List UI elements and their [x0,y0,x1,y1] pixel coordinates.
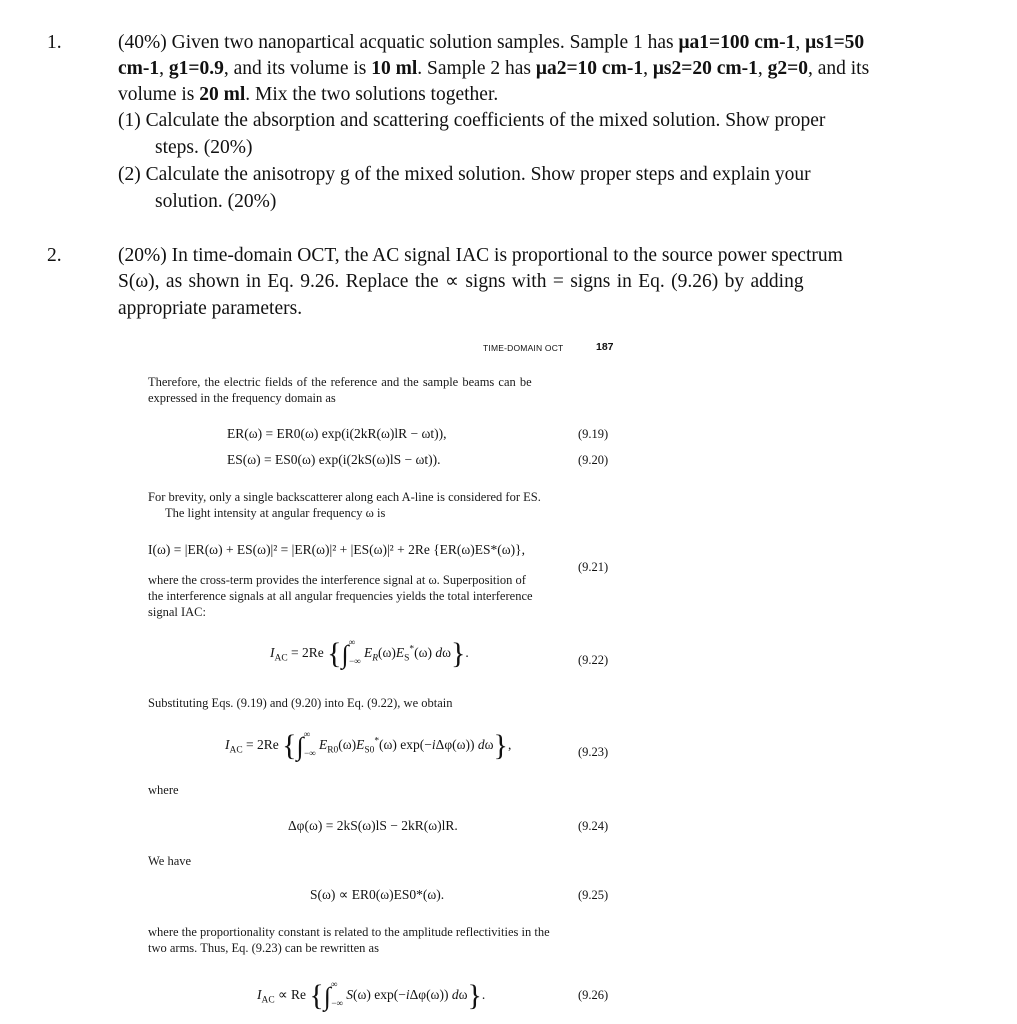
book-paragraph-4: Substituting Eqs. (9.19) and (9.20) into Eq. (9.22), we obtain [148,696,453,710]
equation-9-23-number: (9.23) [578,745,609,759]
book-paragraph-3-line-2: the interference signals at all angular frequencies yields the total interference [148,589,533,603]
equation-9-21: I(ω) = |ER(ω) + ES(ω)|² = |ER(ω)|² + |ES(ω)|² + 2Re {ER(ω)ES*(ω)}, [148,542,526,557]
equation-9-21-number: (9.21) [578,560,609,574]
book-paragraph-5-line-1: where the proportionality constant is related to the amplitude reflectivities in the [148,925,550,939]
problem-1-line-1: (40%) Given two nanopartical acquatic solution samples. Sample 1 has μa1=100 cm-1, μs1=50 [118,32,865,53]
equation-9-26-number: (9.26) [578,988,609,1002]
volume-1: 10 ml [371,58,418,79]
problem-2-number: 2. [47,245,62,266]
problem-1-intro: (40%) Given two nanopartical acquatic solution samples. Sample 1 has [118,32,679,53]
equation-9-20: ES(ω) = ES0(ω) exp(i(2kS(ω)lS − ωt)). [227,452,441,467]
mu-s1-unit: cm-1 [118,58,160,79]
equation-9-24: Δφ(ω) = 2kS(ω)lS − 2kR(ω)lR. [288,818,458,833]
g2-value: g2=0 [767,58,808,79]
book-paragraph-3-line-3: signal IAC: [148,605,206,619]
problem-1-line-2: cm-1, g1=0.9, and its volume is 10 ml. Sample 2 has μa2=10 cm-1, μs2=20 cm-1, g2=0, and its [118,58,870,79]
book-paragraph-2-line-2: The light intensity at angular frequency ω is [165,506,386,520]
equation-9-19: ER(ω) = ER0(ω) exp(i(2kR(ω)lR − ωt)), [227,426,447,441]
volume-2: 20 ml [199,84,246,105]
problem-2-line-2: S(ω), as shown in Eq. 9.26. Replace the ∝ signs with = signs in Eq. (9.26) by adding [118,271,804,292]
problem-1-sub-2-line-1: (2) Calculate the anisotropy g of the mixed solution. Show proper steps and explain your [118,164,811,185]
equation-9-26: $I_{AC} \propto Re$ {$\int^\infty_{-\infty}$ S(ω) exp(−iΔφ(ω)) dω}. [257,979,486,1012]
problem-1-line-3 [118,82,498,109]
equation-9-23: $I_{AC} = 2Re$ {$\int^\infty_{-\infty}$ $E_{R0}(\omega)E_{S0}^*(\omega)$ exp(−iΔφ(ω)) dω}, [225,729,512,762]
book-paragraph-2-line-1: For brevity, only a single backscatterer along each A-line is considered for ES. [148,490,541,504]
equation-9-20-number: (9.20) [578,453,609,467]
problem-1-number: 1. [47,32,62,53]
mu-a2-value: μa2=10 cm-1 [535,58,644,79]
book-we-have: We have [148,854,192,868]
volume-text-2: volume is [118,84,200,105]
equation-9-25-number: (9.25) [578,888,609,902]
book-paragraph-1-line-2: expressed in the frequency domain as [148,391,336,405]
book-where: where [148,783,179,797]
mix-text: . Mix the two solutions together. [245,84,499,105]
book-page-number: 187 [596,341,614,353]
book-paragraph-5-line-2: two arms. Thus, Eq. (9.23) can be rewritten as [148,941,379,955]
book-paragraph-3-line-1: where the cross-term provides the interference signal at ω. Superposition of [148,573,526,587]
equation-9-19-number: (9.19) [578,427,609,441]
g1-value: g1=0.9 [168,58,224,79]
book-running-header: TIME-DOMAIN OCT [483,343,564,353]
equation-9-22-number: (9.22) [578,653,609,667]
problem-1-sub-1-line-1: (1) Calculate the absorption and scattering coefficients of the mixed solution. Show proper [118,110,826,131]
problem-2-line-1: (20%) In time-domain OCT, the AC signal IAC is proportional to the source power spectrum [118,245,843,266]
volume-text-1: , and its volume is [223,58,372,79]
problem-2-line-3: appropriate parameters. [118,298,303,319]
mu-a1-value: μa1=100 cm-1 [678,32,796,53]
book-paragraph-1-line-1: Therefore, the electric fields of the reference and the sample beams can be [148,375,532,389]
mu-s1-value: μs1=50 [805,32,865,53]
mu-s2-value: μs2=20 cm-1 [652,58,758,79]
equation-9-24-number: (9.24) [578,819,609,833]
and-its-text: , and its [807,58,870,79]
problem-1-sub-1-line-2: steps. (20%) [155,137,253,158]
equation-9-22: $I_{AC} = 2Re$ {$\int^\infty_{-\infty}$ $E_R(\omega)E_S^*(\omega)$ dω}. [270,637,469,670]
sample-2-text: . Sample 2 has [417,58,536,79]
problem-1-sub-2-line-2: solution. (20%) [155,191,277,212]
equation-9-25: S(ω) ∝ ER0(ω)ES0*(ω). [310,887,445,902]
